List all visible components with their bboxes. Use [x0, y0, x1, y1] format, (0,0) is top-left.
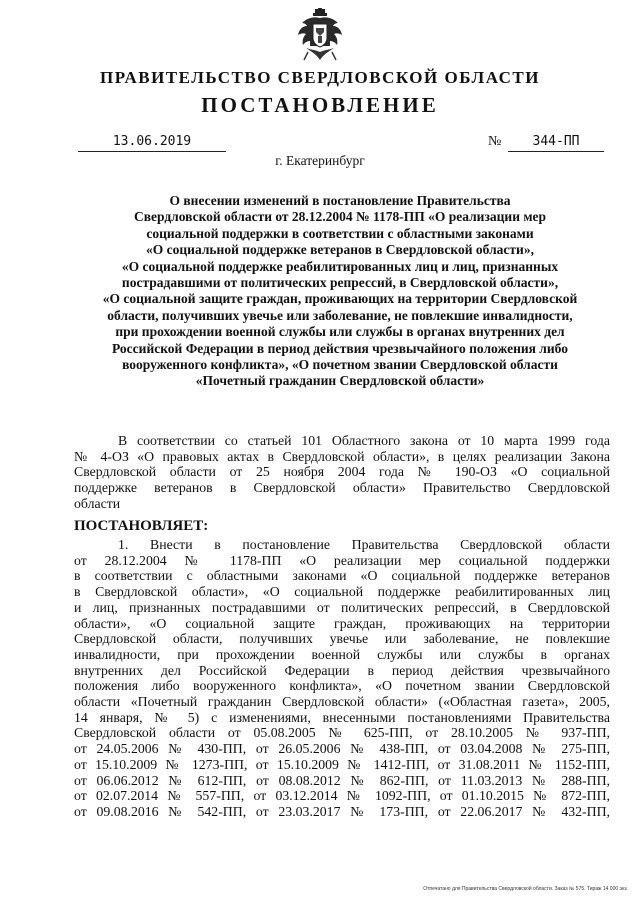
- preamble-line: поддержке ветеранов в Свердловской области» Правительство Свердловской: [74, 480, 610, 496]
- title-line: «Почетный гражданин Свердловской области»: [195, 373, 485, 389]
- paragraph-line: в Свердловской области», «О социальной поддержке реабилитированных лиц: [74, 584, 610, 600]
- title-line: вооруженного конфликта», «О почетном звании Свердловской области: [122, 357, 558, 373]
- paragraph-line: от 06.06.2012 № 612-ПП, от 08.08.2012 № 862-ПП, от 11.03.2013 № 288-ПП,: [74, 772, 610, 788]
- document-date: 13.06.2019: [78, 133, 226, 152]
- printer-note: Отпечатано для Правительства Свердловской области. Заказ № 575. Тираж 14 000 экз.: [423, 886, 628, 892]
- title-line: Российской Федерации в период действия чрезвычайного положения либо: [112, 340, 568, 356]
- title-line: Свердловской области от 28.12.2004 № 1178-ПП «О реализации мер: [133, 209, 547, 225]
- paragraph-line: 1. Внести в постановление Правительства Свердловской области: [118, 537, 610, 552]
- paragraph-line: области «Почетный гражданин Свердловской области» («Областная газета», 2005,: [74, 694, 610, 710]
- decree-word: ПОСТАНОВЛЯЕТ:: [74, 518, 209, 534]
- title-line: О внесении изменений в постановление Правительства: [169, 193, 511, 208]
- government-name: ПРАВИТЕЛЬСТВО СВЕРДЛОВСКОЙ ОБЛАСТИ: [100, 68, 540, 87]
- number-label: №: [488, 134, 502, 149]
- paragraph-line: от 02.07.2014 № 557-ПП, от 03.12.2014 № 1092-ПП, от 01.10.2015 № 872-ПП,: [74, 788, 610, 804]
- coat-of-arms-icon: [296, 8, 344, 64]
- title-line: «О социальной поддержке реабилитированных лиц и лиц, признанных: [121, 258, 559, 274]
- paragraph-line: от 15.10.2009 № 1273-ПП, от 15.10.2009 № 1412-ПП, от 31.08.2011 № 1152-ПП,: [74, 756, 610, 772]
- paragraph-line: Свердловской области от 05.08.2005 № 625-ПП, от 28.10.2005 № 937-ПП,: [74, 725, 610, 741]
- title-line: при прохождении военной службы или службы в органах внутренних дел: [115, 324, 565, 340]
- city: г. Екатеринбург: [275, 153, 365, 168]
- paragraph-line: области», «О социальной защите граждан, проживающих на территории: [74, 615, 610, 631]
- preamble: [74, 433, 610, 512]
- document-number: 344-ПП: [508, 133, 604, 152]
- paragraph-line: инвалидности, при прохождении военной службы или службы в органах: [74, 646, 610, 662]
- document-type: ПОСТАНОВЛЕНИЕ: [201, 93, 439, 117]
- title-line: области, получивших увечье или заболевание, не повлекшие инвалидности,: [107, 307, 573, 323]
- paragraph-1: [74, 537, 610, 820]
- paragraph-line: от 24.05.2006 № 430-ПП, от 26.05.2006 № 438-ПП, от 03.04.2008 № 275-ПП,: [74, 741, 610, 757]
- paragraph-line: от 28.12.2004 № 1178-ПП «О реализации мер социальной поддержки: [74, 552, 610, 568]
- paragraph-line: положения либо вооруженного конфликта», «О почетном звании Свердловской: [74, 678, 610, 694]
- title-line: социальной поддержки в соответствии с областными законами: [146, 225, 534, 241]
- paragraph-line: и лиц, признанных пострадавшими от политических репрессий, в Свердловской: [74, 599, 610, 615]
- paragraph-line: внутренних дел Российской Федерации в период действия чрезвычайного: [74, 662, 610, 678]
- title-line: «О социальной защите граждан, проживающих на территории Свердловской: [102, 291, 578, 307]
- preamble-line: № 4-ОЗ «О правовых актах в Свердловской области», в целях реализации Закона: [74, 448, 610, 464]
- title-line: пострадавшими от политических репрессий, в Свердловской области»,: [121, 275, 559, 291]
- preamble-line: В соответствии со статьей 101 Областного закона от 10 марта 1999 года: [118, 433, 610, 448]
- preamble-line: Свердловской области от 25 ноября 2004 года № 190-ОЗ «О социальной: [74, 464, 610, 480]
- paragraph-line: 14 января, № 5) с изменениями, внесенными постановлениями Правительства: [74, 709, 610, 725]
- preamble-line: области: [74, 495, 121, 511]
- document-title: [74, 193, 606, 390]
- title-line: «О социальной поддержке ветеранов в Свердловской области»,: [146, 242, 534, 258]
- paragraph-line: от 09.08.2016 № 542-ПП, от 23.03.2017 № 173-ПП, от 22.06.2017 № 432-ПП,: [74, 803, 610, 819]
- paragraph-line: в соответствии с областными законами «О социальной поддержке ветеранов: [74, 568, 610, 584]
- paragraph-line: Свердловской области, получивших увечье или заболевание, не повлекшие: [74, 631, 610, 647]
